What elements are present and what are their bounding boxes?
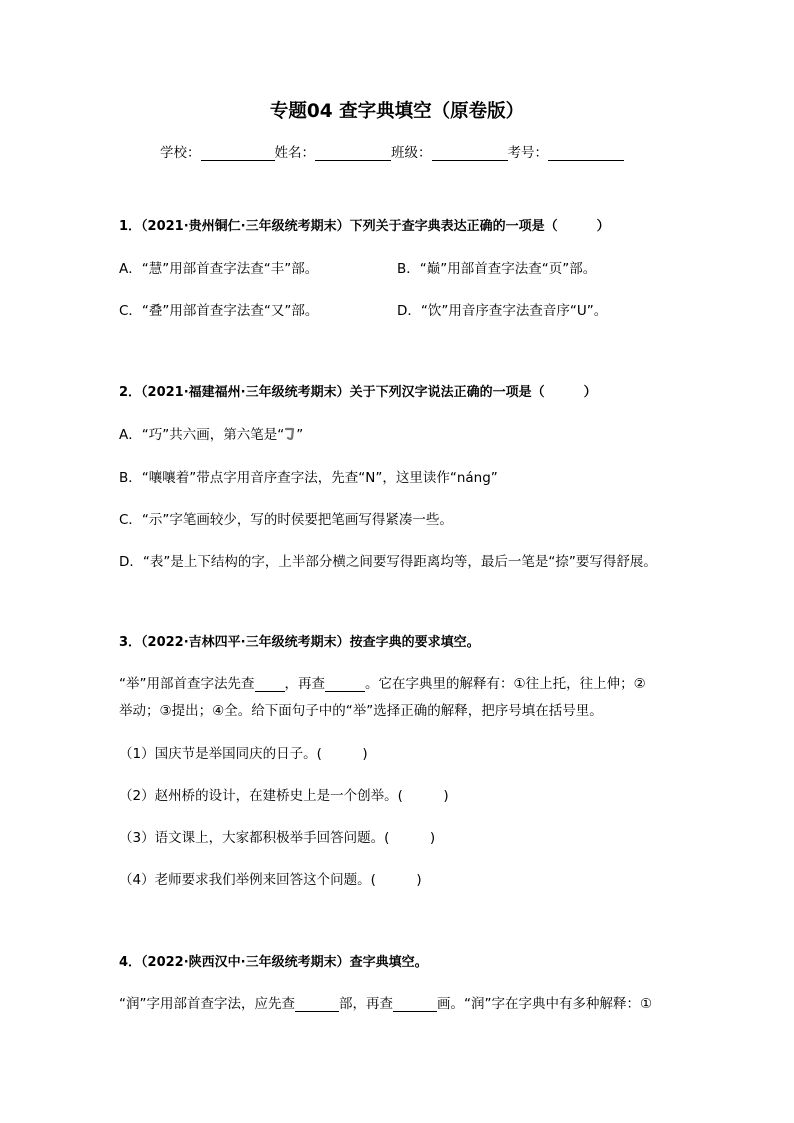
school-label: 学校： [160, 145, 201, 161]
question-2-heading: 2．（2021·福建福州·三年级统考期末）关于下列汉字说法正确的一项是（ ） [119, 385, 597, 400]
q3-strokes-blank[interactable] [325, 677, 365, 692]
question-1-option-d[interactable]: D．“饮”用音序查字法查音序“U”。 [397, 303, 608, 319]
number-blank[interactable] [548, 146, 624, 161]
school-blank[interactable] [201, 146, 275, 161]
class-blank[interactable] [432, 146, 508, 161]
question-2-option-b[interactable]: B．“嚷嚷着”带点字用音序查字法，先查“N”，这里读作“náng” [119, 470, 498, 486]
q4-strokes-blank[interactable] [393, 997, 437, 1012]
question-1-option-a[interactable]: A．“慧”用部首查字法查“丰”部。 [119, 261, 319, 277]
q3-line1-text-a: “举”用部首查字法先查 [119, 676, 255, 692]
option-a-text: A．“巧”共六画，第六笔是“ [119, 427, 285, 443]
question-1-heading: 1．（2021·贵州铜仁·三年级统考期末）下列关于查字典表达正确的一项是（ ） [119, 219, 610, 234]
question-4-heading: 4．（2022·陕西汉中·三年级统考期末）查字典填空。 [119, 955, 428, 970]
q3-radical-blank[interactable] [255, 677, 285, 692]
question-3-sentence-4[interactable]: （4）老师要求我们举例来回答这个问题。( ) [119, 872, 422, 888]
question-3-sentence-2[interactable]: （2）赵州桥的设计，在建桥史上是一个创举。( ) [119, 788, 449, 804]
number-label: 考号： [507, 145, 548, 161]
page-title: 专题04 查字典填空（原卷版） [269, 101, 525, 122]
question-4-line-1 [119, 992, 652, 1012]
class-label: 班级： [391, 145, 432, 161]
q3-line1-text-c: 。它在字典里的解释有：①往上托，往上伸；② [365, 676, 646, 692]
name-blank[interactable] [315, 146, 391, 161]
question-3-line-2: 举动；③提出；④全。给下面句子中的“举”选择正确的解释，把序号填在括号里。 [119, 703, 603, 719]
stroke-hook-icon [284, 427, 296, 441]
q4-radical-blank[interactable] [295, 997, 339, 1012]
q4-line1-text-a: “润”字用部首查字法，应先查 [119, 996, 295, 1012]
option-a-quote: ” [296, 427, 304, 443]
name-label: 姓名： [274, 145, 315, 161]
question-1-option-c[interactable]: C．“叠”用部首查字法查“又”部。 [119, 303, 319, 319]
q4-line1-text-c: 画。“润”字在字典中有多种解释：① [437, 996, 653, 1012]
question-3-sentence-3[interactable]: （3）语文课上，大家都积极举手回答问题。( ) [119, 830, 436, 846]
question-2-option-a[interactable] [119, 423, 303, 443]
question-3-heading: 3．（2022·吉林四平·三年级统考期末）按查字典的要求填空。 [119, 635, 480, 650]
question-1-option-b[interactable]: B．“巅”用部首查字法查“页”部。 [397, 261, 597, 277]
question-3-sentence-1[interactable]: （1）国庆节是举国同庆的日子。( ) [119, 746, 368, 762]
q4-line1-text-b: 部，再查 [339, 996, 393, 1012]
question-3-line-1 [119, 672, 646, 692]
student-info-line [160, 141, 624, 161]
q3-line1-text-b: ，再查 [284, 676, 325, 692]
question-2-option-d[interactable]: D．“表”是上下结构的字，上半部分横之间要写得距离均等，最后一笔是“捺”要写得舒展。 [119, 554, 657, 570]
question-2-option-c[interactable]: C．“示”字笔画较少，写的时侯要把笔画写得紧凑一些。 [119, 512, 453, 528]
